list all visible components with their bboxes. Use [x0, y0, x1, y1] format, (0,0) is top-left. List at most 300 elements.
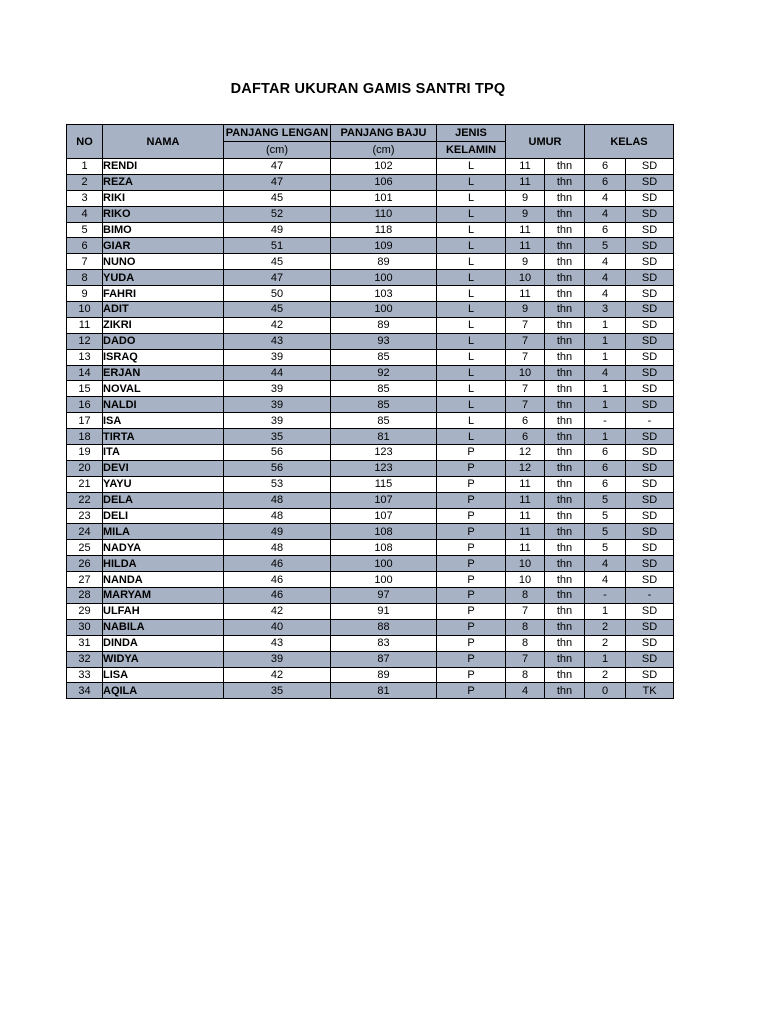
cell-jenjang: SD: [626, 429, 674, 445]
cell-kelas: 4: [585, 190, 626, 206]
cell-umur-satuan: thn: [545, 222, 585, 238]
cell-kelas: 0: [585, 683, 626, 699]
table-row: [67, 445, 674, 461]
cell-no: 15: [67, 381, 103, 397]
cell-nama: HILDA: [103, 556, 224, 572]
header-kelas: KELAS: [585, 125, 674, 159]
cell-jenjang: SD: [626, 317, 674, 333]
cell-umur: 8: [506, 667, 545, 683]
cell-jenjang: SD: [626, 556, 674, 572]
cell-kelas: 5: [585, 492, 626, 508]
cell-kelas: 1: [585, 317, 626, 333]
table-row: [67, 619, 674, 635]
header-nama: NAMA: [103, 125, 224, 159]
cell-panjang-lengan: 47: [224, 159, 331, 175]
cell-umur-satuan: thn: [545, 492, 585, 508]
cell-umur: 9: [506, 190, 545, 206]
cell-no: 24: [67, 524, 103, 540]
cell-umur-satuan: thn: [545, 635, 585, 651]
cell-nama: DELA: [103, 492, 224, 508]
cell-jenjang: SD: [626, 159, 674, 175]
cell-panjang-baju: 108: [331, 524, 437, 540]
cell-umur: 10: [506, 365, 545, 381]
cell-panjang-baju: 83: [331, 635, 437, 651]
cell-panjang-baju: 123: [331, 445, 437, 461]
cell-jenjang: SD: [626, 174, 674, 190]
cell-no: 8: [67, 270, 103, 286]
cell-umur-satuan: thn: [545, 476, 585, 492]
cell-jenis-kelamin: L: [437, 429, 506, 445]
cell-panjang-baju: 118: [331, 222, 437, 238]
cell-kelas: 4: [585, 365, 626, 381]
cell-panjang-lengan: 53: [224, 476, 331, 492]
cell-jenis-kelamin: L: [437, 270, 506, 286]
cell-umur-satuan: thn: [545, 619, 585, 635]
cell-panjang-baju: 92: [331, 365, 437, 381]
cell-nama: DADO: [103, 333, 224, 349]
cell-panjang-lengan: 56: [224, 460, 331, 476]
cell-umur: 4: [506, 683, 545, 699]
cell-no: 9: [67, 286, 103, 302]
cell-panjang-baju: 89: [331, 667, 437, 683]
table-row: [67, 635, 674, 651]
cell-kelas: 4: [585, 206, 626, 222]
cell-kelas: 5: [585, 524, 626, 540]
cell-panjang-lengan: 47: [224, 270, 331, 286]
cell-jenjang: SD: [626, 667, 674, 683]
cell-umur-satuan: thn: [545, 238, 585, 254]
cell-nama: DELI: [103, 508, 224, 524]
cell-panjang-lengan: 52: [224, 206, 331, 222]
cell-nama: LISA: [103, 667, 224, 683]
cell-nama: ULFAH: [103, 603, 224, 619]
cell-panjang-lengan: 39: [224, 397, 331, 413]
cell-panjang-baju: 100: [331, 302, 437, 318]
header-lengan-unit: (cm): [224, 142, 331, 159]
table-row: [67, 413, 674, 429]
cell-jenis-kelamin: P: [437, 445, 506, 461]
table-row: [67, 540, 674, 556]
cell-umur-satuan: thn: [545, 683, 585, 699]
cell-umur-satuan: thn: [545, 206, 585, 222]
cell-jenjang: SD: [626, 572, 674, 588]
cell-nama: NADYA: [103, 540, 224, 556]
cell-nama: GIAR: [103, 238, 224, 254]
cell-panjang-lengan: 46: [224, 588, 331, 604]
cell-umur: 7: [506, 603, 545, 619]
table-row: [67, 333, 674, 349]
cell-nama: RIKO: [103, 206, 224, 222]
cell-jenis-kelamin: L: [437, 206, 506, 222]
cell-kelas: 6: [585, 460, 626, 476]
cell-umur-satuan: thn: [545, 524, 585, 540]
cell-nama: MARYAM: [103, 588, 224, 604]
cell-jenjang: SD: [626, 333, 674, 349]
cell-umur: 10: [506, 556, 545, 572]
cell-kelas: 6: [585, 174, 626, 190]
cell-jenis-kelamin: L: [437, 302, 506, 318]
cell-umur: 6: [506, 429, 545, 445]
cell-umur: 11: [506, 174, 545, 190]
cell-umur: 7: [506, 333, 545, 349]
cell-nama: ZIKRI: [103, 317, 224, 333]
cell-nama: BIMO: [103, 222, 224, 238]
cell-umur: 8: [506, 588, 545, 604]
cell-nama: ERJAN: [103, 365, 224, 381]
cell-umur-satuan: thn: [545, 603, 585, 619]
cell-no: 17: [67, 413, 103, 429]
cell-nama: REZA: [103, 174, 224, 190]
table-row: [67, 381, 674, 397]
cell-umur-satuan: thn: [545, 365, 585, 381]
cell-kelas: 2: [585, 667, 626, 683]
cell-nama: NABILA: [103, 619, 224, 635]
cell-umur: 7: [506, 349, 545, 365]
cell-jenjang: SD: [626, 540, 674, 556]
cell-jenjang: SD: [626, 460, 674, 476]
cell-umur-satuan: thn: [545, 667, 585, 683]
cell-umur: 11: [506, 238, 545, 254]
cell-panjang-lengan: 47: [224, 174, 331, 190]
cell-panjang-baju: 115: [331, 476, 437, 492]
cell-panjang-lengan: 49: [224, 524, 331, 540]
table-row: [67, 429, 674, 445]
header-baju-unit: (cm): [331, 142, 437, 159]
cell-jenjang: SD: [626, 254, 674, 270]
document-title: DAFTAR UKURAN GAMIS SANTRI TPQ: [230, 81, 506, 97]
cell-jenjang: SD: [626, 445, 674, 461]
cell-kelas: 1: [585, 381, 626, 397]
cell-nama: NUNO: [103, 254, 224, 270]
cell-panjang-baju: 108: [331, 540, 437, 556]
cell-jenjang: SD: [626, 381, 674, 397]
cell-kelas: 5: [585, 238, 626, 254]
cell-umur-satuan: thn: [545, 508, 585, 524]
cell-jenis-kelamin: L: [437, 317, 506, 333]
cell-kelas: 5: [585, 540, 626, 556]
cell-nama: YUDA: [103, 270, 224, 286]
cell-no: 26: [67, 556, 103, 572]
header-no: NO: [67, 125, 103, 159]
cell-panjang-baju: 85: [331, 381, 437, 397]
cell-panjang-baju: 97: [331, 588, 437, 604]
cell-nama: ISA: [103, 413, 224, 429]
cell-umur-satuan: thn: [545, 445, 585, 461]
cell-no: 3: [67, 190, 103, 206]
cell-panjang-lengan: 45: [224, 254, 331, 270]
cell-umur: 11: [506, 508, 545, 524]
table-row: [67, 286, 674, 302]
cell-kelas: 2: [585, 619, 626, 635]
cell-jenis-kelamin: L: [437, 381, 506, 397]
cell-jenjang: SD: [626, 302, 674, 318]
header-panjang-baju: PANJANG BAJU: [331, 125, 437, 142]
cell-no: 31: [67, 635, 103, 651]
cell-umur: 7: [506, 381, 545, 397]
cell-panjang-baju: 100: [331, 270, 437, 286]
cell-umur-satuan: thn: [545, 572, 585, 588]
cell-jenis-kelamin: P: [437, 635, 506, 651]
cell-umur-satuan: thn: [545, 270, 585, 286]
cell-umur-satuan: thn: [545, 588, 585, 604]
cell-jenjang: -: [626, 588, 674, 604]
cell-panjang-lengan: 43: [224, 635, 331, 651]
cell-jenis-kelamin: P: [437, 619, 506, 635]
cell-umur-satuan: thn: [545, 381, 585, 397]
cell-jenjang: SD: [626, 397, 674, 413]
header-kelamin: KELAMIN: [437, 142, 506, 159]
cell-jenjang: SD: [626, 222, 674, 238]
cell-panjang-baju: 88: [331, 619, 437, 635]
cell-umur: 11: [506, 540, 545, 556]
cell-jenjang: SD: [626, 190, 674, 206]
cell-jenjang: TK: [626, 683, 674, 699]
cell-jenis-kelamin: L: [437, 333, 506, 349]
cell-umur: 9: [506, 254, 545, 270]
cell-kelas: -: [585, 588, 626, 604]
table-row: [67, 302, 674, 318]
cell-umur-satuan: thn: [545, 460, 585, 476]
cell-no: 19: [67, 445, 103, 461]
cell-nama: ISRAQ: [103, 349, 224, 365]
cell-kelas: 4: [585, 254, 626, 270]
table-row: [67, 174, 674, 190]
cell-jenjang: SD: [626, 603, 674, 619]
cell-umur: 11: [506, 222, 545, 238]
cell-umur: 11: [506, 492, 545, 508]
cell-panjang-lengan: 48: [224, 492, 331, 508]
cell-panjang-lengan: 40: [224, 619, 331, 635]
cell-nama: AQILA: [103, 683, 224, 699]
cell-kelas: 4: [585, 572, 626, 588]
cell-jenjang: SD: [626, 524, 674, 540]
cell-nama: NANDA: [103, 572, 224, 588]
cell-panjang-lengan: 35: [224, 429, 331, 445]
cell-jenis-kelamin: P: [437, 524, 506, 540]
cell-panjang-baju: 81: [331, 429, 437, 445]
table-row: [67, 254, 674, 270]
table-row: [67, 667, 674, 683]
cell-jenjang: SD: [626, 206, 674, 222]
cell-umur-satuan: thn: [545, 556, 585, 572]
cell-no: 1: [67, 159, 103, 175]
cell-jenis-kelamin: L: [437, 349, 506, 365]
table-row: [67, 651, 674, 667]
cell-jenjang: SD: [626, 651, 674, 667]
table-row: [67, 556, 674, 572]
size-table: [66, 124, 674, 699]
cell-no: 20: [67, 460, 103, 476]
cell-umur-satuan: thn: [545, 159, 585, 175]
cell-jenis-kelamin: L: [437, 365, 506, 381]
header-umur: UMUR: [506, 125, 585, 159]
cell-no: 14: [67, 365, 103, 381]
cell-panjang-baju: 110: [331, 206, 437, 222]
cell-no: 12: [67, 333, 103, 349]
cell-no: 22: [67, 492, 103, 508]
cell-panjang-lengan: 46: [224, 572, 331, 588]
cell-panjang-baju: 101: [331, 190, 437, 206]
header-panjang-lengan: PANJANG LENGAN: [224, 125, 331, 142]
cell-jenis-kelamin: L: [437, 159, 506, 175]
cell-panjang-baju: 106: [331, 174, 437, 190]
cell-jenis-kelamin: P: [437, 603, 506, 619]
cell-jenis-kelamin: P: [437, 492, 506, 508]
cell-kelas: 1: [585, 429, 626, 445]
cell-no: 2: [67, 174, 103, 190]
cell-panjang-baju: 107: [331, 508, 437, 524]
cell-no: 34: [67, 683, 103, 699]
cell-kelas: 1: [585, 333, 626, 349]
cell-umur: 8: [506, 635, 545, 651]
table-row: [67, 222, 674, 238]
cell-panjang-lengan: 39: [224, 349, 331, 365]
cell-umur: 9: [506, 302, 545, 318]
cell-jenjang: SD: [626, 238, 674, 254]
cell-kelas: 1: [585, 651, 626, 667]
cell-nama: DINDA: [103, 635, 224, 651]
table-row: [67, 524, 674, 540]
cell-jenis-kelamin: P: [437, 508, 506, 524]
cell-no: 6: [67, 238, 103, 254]
cell-jenis-kelamin: L: [437, 413, 506, 429]
cell-no: 11: [67, 317, 103, 333]
cell-nama: ADIT: [103, 302, 224, 318]
cell-no: 23: [67, 508, 103, 524]
cell-panjang-lengan: 42: [224, 603, 331, 619]
cell-umur: 11: [506, 159, 545, 175]
cell-panjang-lengan: 42: [224, 667, 331, 683]
cell-no: 18: [67, 429, 103, 445]
cell-jenis-kelamin: L: [437, 397, 506, 413]
cell-umur: 10: [506, 270, 545, 286]
cell-no: 27: [67, 572, 103, 588]
cell-jenis-kelamin: L: [437, 286, 506, 302]
cell-no: 7: [67, 254, 103, 270]
cell-panjang-lengan: 43: [224, 333, 331, 349]
cell-panjang-baju: 103: [331, 286, 437, 302]
cell-umur-satuan: thn: [545, 397, 585, 413]
cell-panjang-lengan: 45: [224, 190, 331, 206]
table-row: [67, 190, 674, 206]
cell-nama: RENDI: [103, 159, 224, 175]
cell-jenjang: SD: [626, 508, 674, 524]
cell-panjang-baju: 85: [331, 349, 437, 365]
cell-jenjang: -: [626, 413, 674, 429]
cell-no: 30: [67, 619, 103, 635]
cell-panjang-lengan: 48: [224, 508, 331, 524]
table-row: [67, 365, 674, 381]
table-row: [67, 159, 674, 175]
cell-jenis-kelamin: P: [437, 651, 506, 667]
cell-jenis-kelamin: P: [437, 683, 506, 699]
cell-umur-satuan: thn: [545, 174, 585, 190]
table-row: [67, 476, 674, 492]
cell-no: 10: [67, 302, 103, 318]
cell-umur-satuan: thn: [545, 317, 585, 333]
cell-panjang-baju: 81: [331, 683, 437, 699]
cell-kelas: 1: [585, 397, 626, 413]
cell-jenis-kelamin: L: [437, 174, 506, 190]
cell-no: 4: [67, 206, 103, 222]
table-row: [67, 460, 674, 476]
table-row: [67, 492, 674, 508]
cell-jenjang: SD: [626, 635, 674, 651]
table-header: [67, 125, 674, 159]
cell-umur: 9: [506, 206, 545, 222]
cell-jenis-kelamin: P: [437, 556, 506, 572]
cell-no: 33: [67, 667, 103, 683]
cell-kelas: 2: [585, 635, 626, 651]
header-jenis: JENIS: [437, 125, 506, 142]
cell-umur: 6: [506, 413, 545, 429]
cell-nama: TIRTA: [103, 429, 224, 445]
table-row: [67, 683, 674, 699]
cell-no: 21: [67, 476, 103, 492]
cell-nama: MILA: [103, 524, 224, 540]
table-row: [67, 206, 674, 222]
cell-panjang-baju: 91: [331, 603, 437, 619]
cell-jenis-kelamin: P: [437, 540, 506, 556]
table-row: [67, 397, 674, 413]
cell-panjang-baju: 109: [331, 238, 437, 254]
cell-umur: 7: [506, 651, 545, 667]
cell-panjang-lengan: 48: [224, 540, 331, 556]
cell-kelas: -: [585, 413, 626, 429]
cell-jenjang: SD: [626, 476, 674, 492]
cell-jenis-kelamin: P: [437, 667, 506, 683]
cell-panjang-lengan: 49: [224, 222, 331, 238]
cell-panjang-baju: 102: [331, 159, 437, 175]
cell-no: 28: [67, 588, 103, 604]
table-body: [67, 159, 674, 699]
cell-kelas: 6: [585, 222, 626, 238]
cell-no: 13: [67, 349, 103, 365]
cell-kelas: 4: [585, 270, 626, 286]
cell-jenjang: SD: [626, 365, 674, 381]
cell-no: 32: [67, 651, 103, 667]
cell-no: 29: [67, 603, 103, 619]
cell-jenis-kelamin: P: [437, 460, 506, 476]
cell-panjang-baju: 100: [331, 572, 437, 588]
cell-panjang-baju: 89: [331, 317, 437, 333]
cell-jenjang: SD: [626, 286, 674, 302]
cell-umur: 12: [506, 460, 545, 476]
cell-panjang-lengan: 45: [224, 302, 331, 318]
cell-kelas: 4: [585, 556, 626, 572]
cell-jenis-kelamin: P: [437, 476, 506, 492]
cell-no: 16: [67, 397, 103, 413]
cell-nama: NOVAL: [103, 381, 224, 397]
cell-nama: WIDYA: [103, 651, 224, 667]
table-row: [67, 572, 674, 588]
cell-umur-satuan: thn: [545, 540, 585, 556]
cell-umur: 10: [506, 572, 545, 588]
cell-jenis-kelamin: L: [437, 190, 506, 206]
table-row: [67, 508, 674, 524]
cell-kelas: 6: [585, 159, 626, 175]
cell-nama: FAHRI: [103, 286, 224, 302]
cell-umur-satuan: thn: [545, 254, 585, 270]
table-row: [67, 270, 674, 286]
cell-nama: DEVI: [103, 460, 224, 476]
cell-panjang-lengan: 39: [224, 651, 331, 667]
cell-kelas: 4: [585, 286, 626, 302]
cell-umur-satuan: thn: [545, 286, 585, 302]
cell-panjang-baju: 89: [331, 254, 437, 270]
cell-umur: 7: [506, 317, 545, 333]
cell-umur: 7: [506, 397, 545, 413]
